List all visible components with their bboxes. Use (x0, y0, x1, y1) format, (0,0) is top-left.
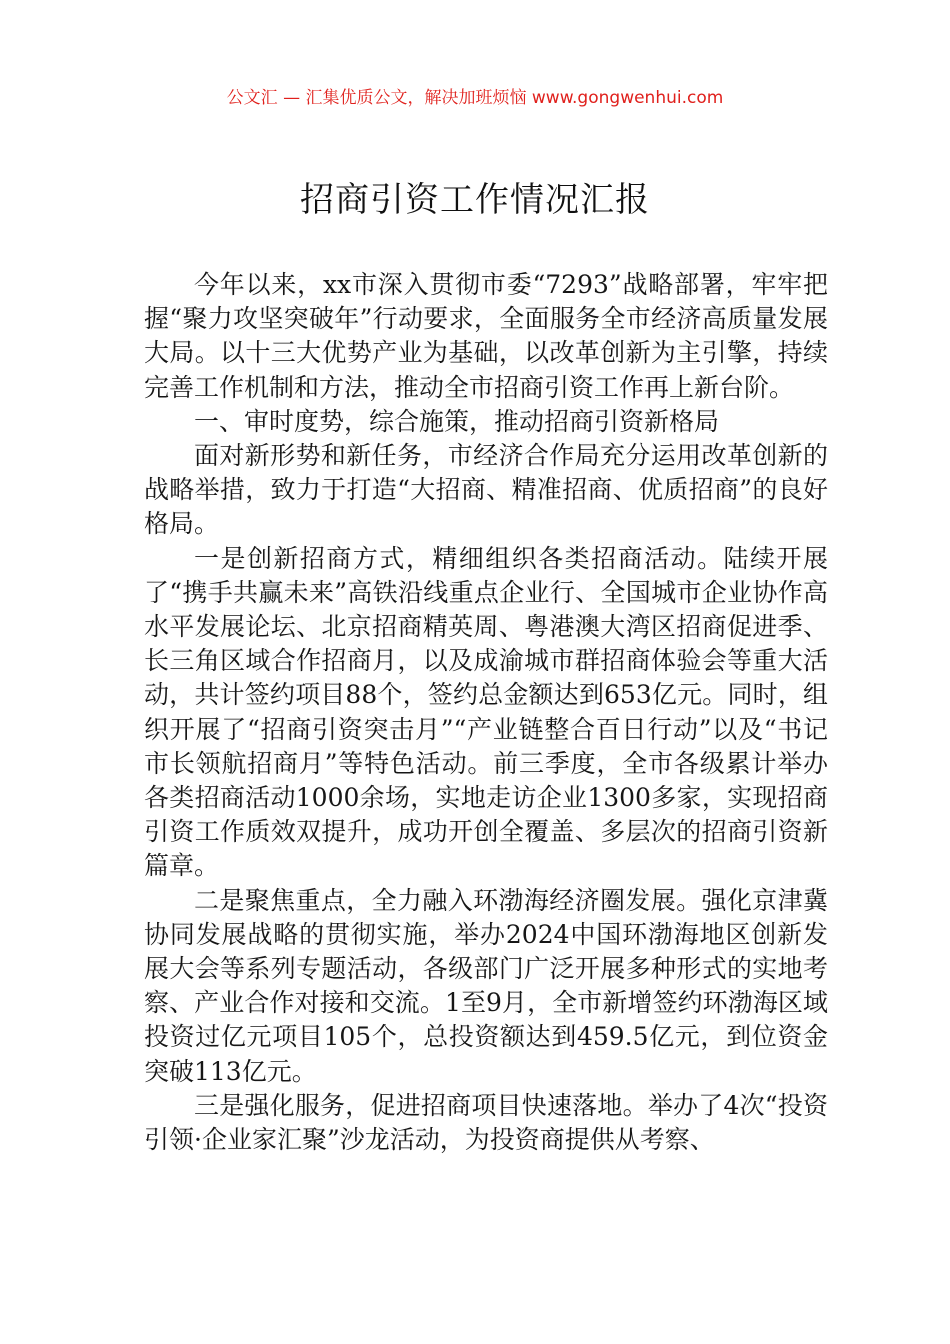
document-title: 招商引资工作情况汇报 (300, 180, 650, 220)
section-heading-1: 一、审时度势，综合施策，推动招商引资新格局 (194, 406, 720, 436)
paragraph-point-1: 一是创新招商方式，精细组织各类招商活动。陆续开展了“携手共赢未来”高铁沿线重点企业行、全国城市企业协作高水平发展论坛、北京招商精英周、粤港澳大湾区招商促进季、长三角区域合作招商月，以及成渝城市群招商体验会等重大活动，共计签约项目88个，签约总金额达到653亿元。同时，组织开展了“招商引资突击月”“产业链整合百日行动”以及“书记市长领航招商月”等特色活动。前三季度，全市各级累计举办各类招商活动1000余场，实地走访企业1300多家，实现招商引资工作质效双提升，成功开创全覆盖、多层次的招商引资新篇章。 (144, 543, 828, 881)
site-banner: 公文汇 — 汇集优质公文，解决加班烦恼 www.gongwenhui.com (226, 88, 724, 108)
paragraph-intro: 今年以来，xx市深入贯彻市委“7293”战略部署，牢牢把握“聚力攻坚突破年”行动要求，全面服务全市经济高质量发展大局。以十三大优势产业为基础，以改革创新为主引擎，持续完善工作机制和方法，推动全市招商引资工作再上新台阶。 (144, 270, 828, 402)
paragraph-section-1-intro: 面对新形势和新任务，市经济合作局充分运用改革创新的战略举措，致力于打造“大招商、精准招商、优质招商”的良好格局。 (144, 441, 828, 539)
paragraph-point-3: 三是强化服务，促进招商项目快速落地。举办了4次“投资引领·企业家汇聚”沙龙活动，为投资商提供从考察、 (144, 1090, 828, 1155)
document-body (144, 268, 828, 1157)
paragraph-point-2: 二是聚焦重点，全力融入环渤海经济圈发展。强化京津冀协同发展战略的贯彻实施，举办2024中国环渤海地区创新发展大会等系列专题活动，各级部门广泛开展多种形式的实地考察、产业合作对接和交流。1至9月，全市新增签约环渤海区域投资过亿元项目105个，总投资额达到459.5亿元，到位资金突破113亿元。 (144, 885, 828, 1086)
